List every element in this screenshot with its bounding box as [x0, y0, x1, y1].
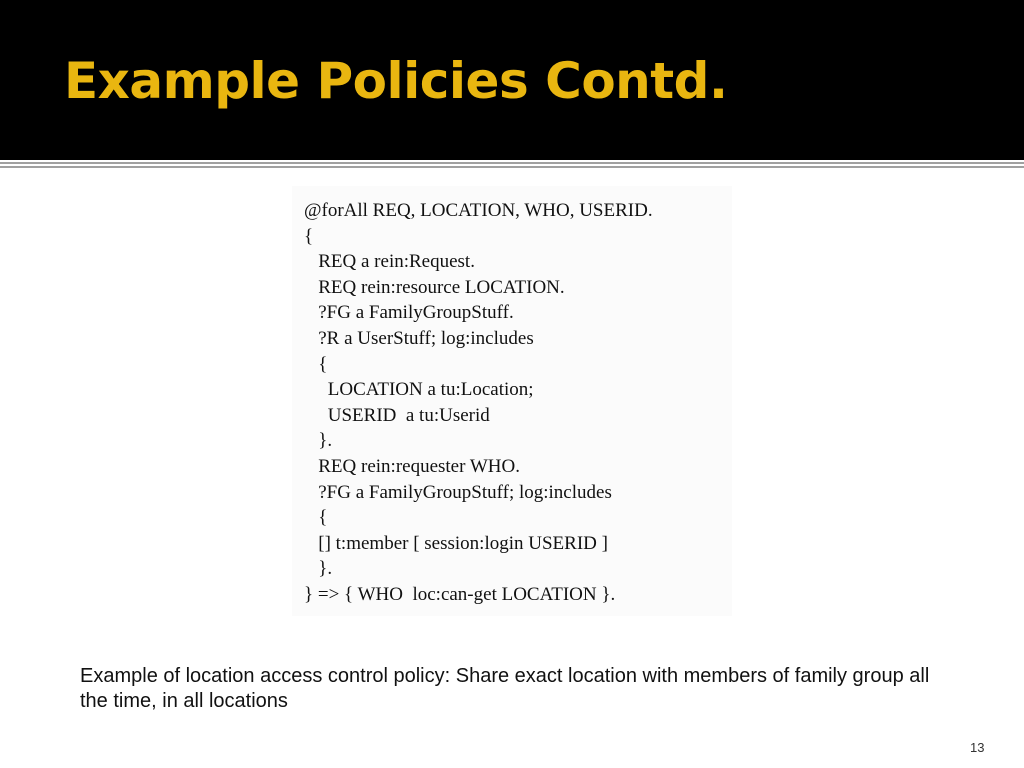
code-line: @forAll REQ, LOCATION, WHO, USERID. [304, 200, 653, 221]
divider-bottom [0, 166, 1024, 168]
code-line: }. [304, 430, 333, 452]
code-line: ?R a UserStuff; log:includes [304, 327, 534, 349]
title-bar [0, 0, 1024, 160]
code-line: REQ rein:requester WHO. [304, 455, 520, 477]
policy-code [304, 198, 653, 608]
code-line: ?FG a FamilyGroupStuff; log:includes [304, 481, 612, 503]
slide-caption: Example of location access control policy: Share exact location with members of family group all the time, in all locations [80, 665, 930, 712]
code-line: { [304, 507, 328, 529]
page-number: 13 [970, 740, 985, 755]
code-line: { [304, 353, 328, 375]
code-line: }. [304, 558, 333, 580]
code-line: } => { WHO loc:can-get LOCATION }. [304, 583, 616, 605]
policy-code-image [292, 186, 732, 616]
divider-top [0, 162, 1024, 164]
code-line: REQ a rein:Request. [304, 251, 475, 273]
code-line: ?FG a FamilyGroupStuff. [304, 302, 514, 324]
code-line: REQ rein:resource LOCATION. [304, 276, 565, 298]
code-line: USERID a tu:Userid [304, 404, 490, 426]
code-line: [] t:member [ session:login USERID ] [304, 532, 608, 554]
slide-title: Example Policies Contd. [64, 52, 728, 110]
code-line: LOCATION a tu:Location; [304, 379, 534, 401]
code-line: { [304, 225, 314, 247]
